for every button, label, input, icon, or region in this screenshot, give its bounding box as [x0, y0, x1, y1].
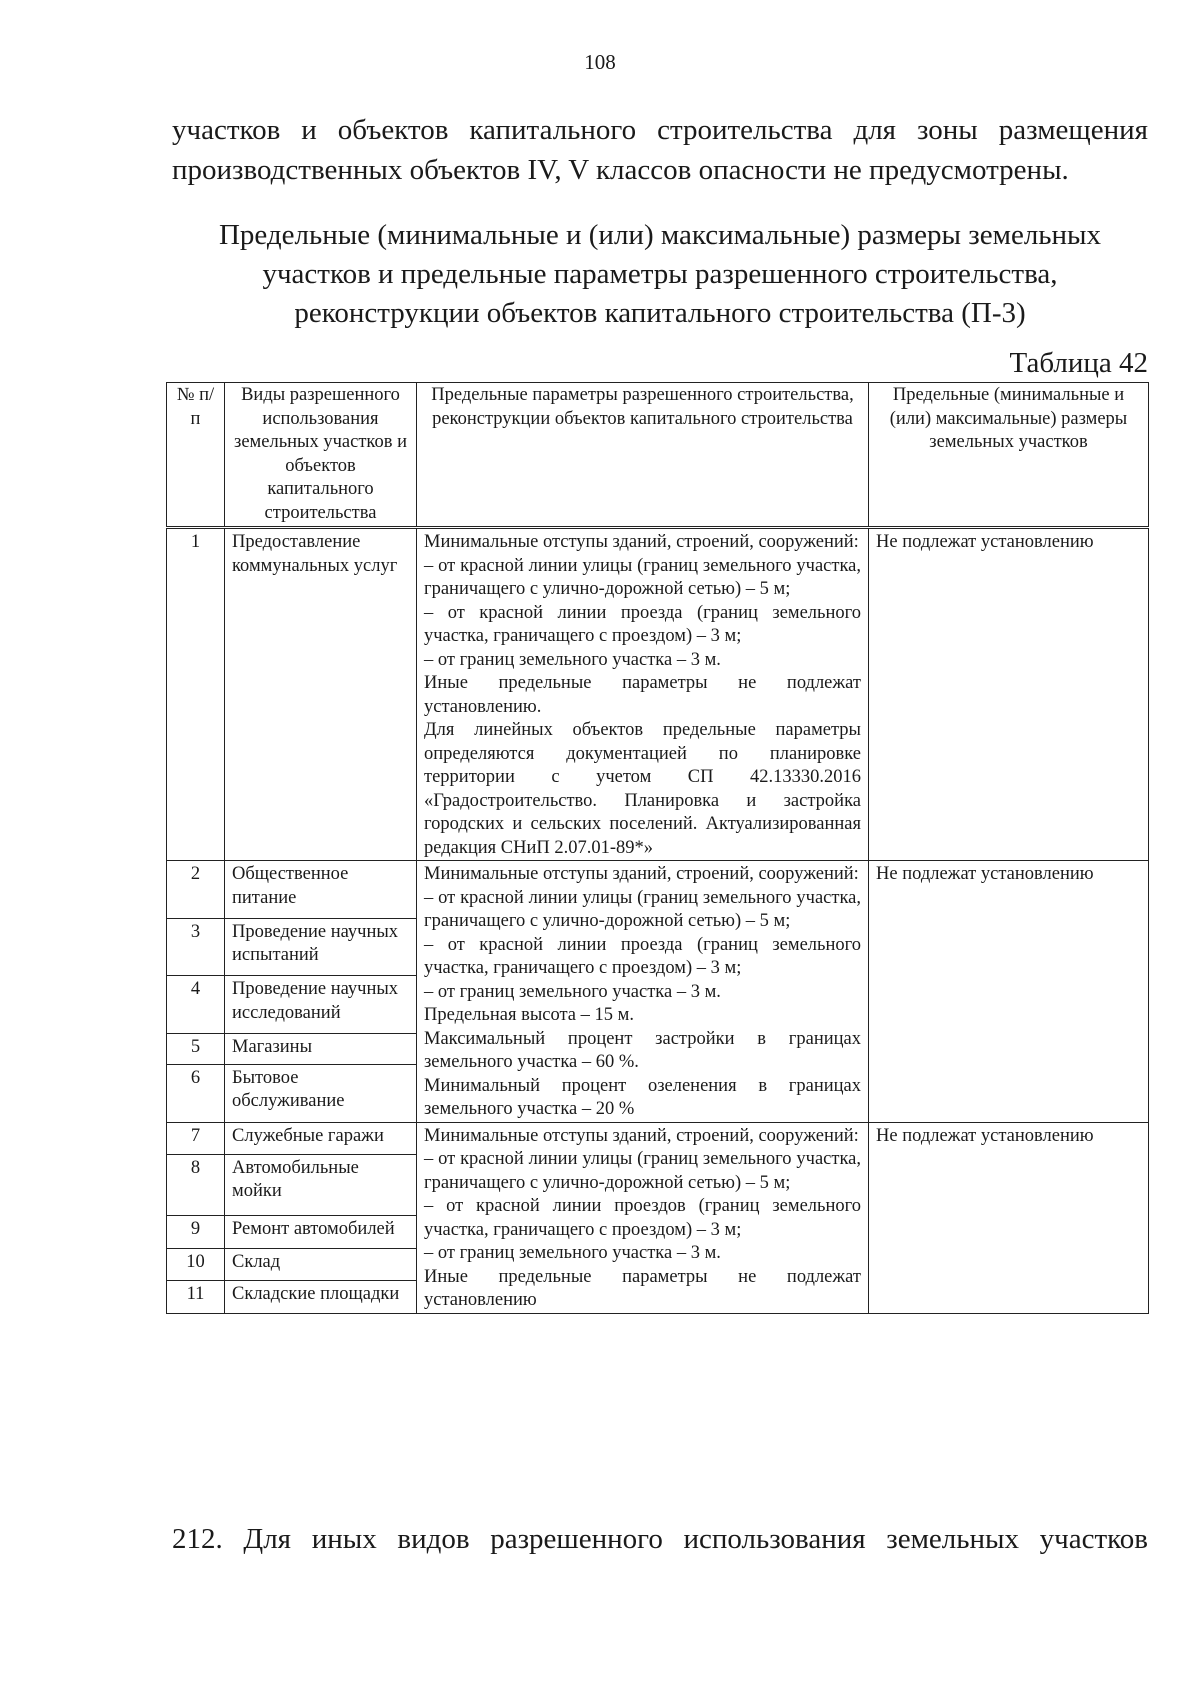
- table-header-row: [167, 383, 1149, 528]
- row-number: 11: [167, 1281, 225, 1313]
- section-heading: [172, 216, 1148, 333]
- land-use-type: Ремонт автомобилей: [225, 1216, 417, 1248]
- footer-paragraph: 212. Для иных видов разрешенного использования земельных участков: [172, 1523, 1148, 1555]
- parameter-line: Для линейных объектов предельные параметры определяются документацией по планировке территории с учетом СП 42.13330.2016 «Градостроительство. Планировка и застройка городских и сельских поселений. Актуализированная редакция СНиП 2.07.01-89*»: [424, 720, 861, 858]
- row-number: 3: [167, 918, 225, 976]
- parameter-line: – от границ земельного участка – 3 м.: [424, 1243, 721, 1263]
- table-caption: Таблица 42: [1009, 347, 1148, 379]
- table-row: [167, 528, 1149, 861]
- header-num: № п/п: [167, 383, 225, 528]
- plot-size-limits: Не подлежат установлению: [869, 528, 1149, 861]
- parameter-line: – от красной линии проезда (границ земельного участка, граничащего с проездом) – 3 м;: [424, 602, 861, 646]
- land-use-type: Служебные гаражи: [225, 1122, 417, 1154]
- parameter-line: – от красной линии улицы (границ земельного участка, граничащего с улично-дорожной сетью) – 5 м;: [424, 887, 861, 931]
- parameter-line: Минимальные отступы зданий, строений, сооружений:: [424, 864, 859, 884]
- land-use-type: Магазины: [225, 1034, 417, 1065]
- parameter-line: Минимальные отступы зданий, строений, сооружений:: [424, 1125, 859, 1146]
- row-number: 10: [167, 1248, 225, 1280]
- parameter-line: – от красной линии улицы (границ земельного участка, граничащего с улично-дорожной сетью) – 5 м;: [424, 555, 861, 599]
- intro-paragraph: участков и объектов капитального строительства для зоны размещения производственных объектов IV, V классов опасности не предусмотрены.: [172, 114, 1148, 186]
- heading-line-3: реконструкции объектов капитального строительства (П-3): [294, 297, 1026, 329]
- row-number: 9: [167, 1216, 225, 1248]
- parameter-line: Минимальные отступы зданий, строений, сооружений:: [424, 532, 859, 552]
- building-parameters: [417, 1122, 869, 1313]
- parameter-line: Максимальный процент застройки в границах земельного участка – 60 %.: [424, 1028, 861, 1072]
- row-number: 2: [167, 861, 225, 919]
- land-use-type: Складские площадки: [225, 1281, 417, 1313]
- header-use: Виды разрешенного использования земельных участков и объектов капитального строительства: [225, 383, 417, 528]
- table-row: [167, 861, 1149, 919]
- land-use-type: Общественное питание: [225, 861, 417, 919]
- parameter-line: – от границ земельного участка – 3 м.: [424, 981, 721, 1002]
- parameter-line: – от красной линии проездов (границ земельного участка, граничащего с проездом) – 3 м;: [424, 1196, 861, 1240]
- parameter-line: – от красной линии проезда (границ земельного участка, граничащего с проездом) – 3 м;: [424, 934, 861, 978]
- plot-size-limits: Не подлежат установлению: [869, 861, 1149, 1123]
- land-use-type: Предоставление коммунальных услуг: [225, 528, 417, 861]
- parameter-line: – от границ земельного участка – 3 м.: [424, 649, 721, 670]
- row-number: 1: [167, 528, 225, 861]
- row-number: 5: [167, 1034, 225, 1065]
- table-row: [167, 1122, 1149, 1154]
- building-parameters: [417, 528, 869, 861]
- parameter-line: Минимальный процент озеленения в границах земельного участка – 20 %: [424, 1075, 861, 1119]
- land-use-type: Проведение научных испытаний: [225, 918, 417, 976]
- row-number: 7: [167, 1122, 225, 1154]
- land-use-type: Проведение научных исследований: [225, 976, 417, 1034]
- parameter-line: Иные предельные параметры не подлежат установлению: [424, 1266, 861, 1310]
- plot-size-limits: Не подлежат установлению: [869, 1122, 1149, 1313]
- heading-line-1: Предельные (минимальные и (или) максимальные) размеры земельных: [218, 219, 1102, 251]
- parameter-line: Иные предельные параметры не подлежат установлению.: [424, 673, 861, 717]
- row-number: 4: [167, 976, 225, 1034]
- header-sizes: Предельные (минимальные и (или) максимальные) размеры земельных участков: [869, 383, 1149, 528]
- row-number: 6: [167, 1064, 225, 1122]
- parameter-line: Предельная высота – 15 м.: [424, 1005, 634, 1025]
- building-parameters: [417, 861, 869, 1123]
- parameter-line: – от красной линии улицы (границ земельного участка, граничащего с улично-дорожной сетью) – 5 м;: [424, 1149, 861, 1193]
- header-params: Предельные параметры разрешенного строительства, реконструкции объектов капитального строительства: [417, 383, 869, 528]
- regulations-table: [166, 382, 1149, 1314]
- heading-line-2: участков и предельные параметры разрешенного строительства,: [262, 258, 1058, 290]
- table-body: [167, 528, 1149, 1314]
- land-use-type: Автомобильные мойки: [225, 1154, 417, 1215]
- page-number: 108: [584, 50, 616, 74]
- row-number: 8: [167, 1154, 225, 1215]
- land-use-type: Бытовое обслуживание: [225, 1064, 417, 1122]
- land-use-type: Склад: [225, 1248, 417, 1280]
